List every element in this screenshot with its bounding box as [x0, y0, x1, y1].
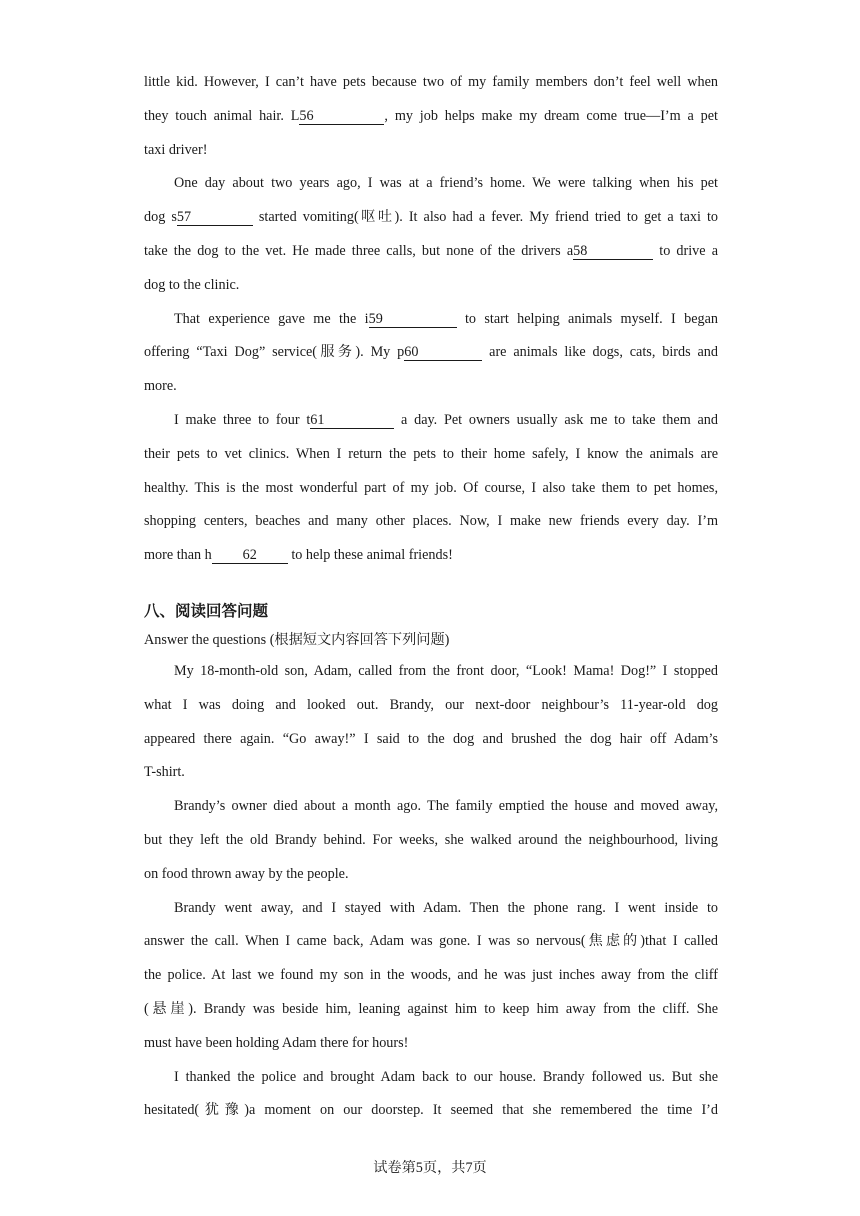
paragraph-line: taxi driver! [144, 141, 208, 158]
section-instruction: Answer the questions (根据短文内容回答下列问题) [144, 631, 450, 648]
paragraph-line: healthy. This is the most wonderful part of my job. Of course, I also take them to pet homes, [144, 479, 718, 496]
paragraph-line: Brandy’s owner died about a month ago. The family emptied the house and moved away, [174, 798, 718, 815]
blank-57[interactable]: 57 [177, 210, 253, 226]
blank-61[interactable]: 61 [310, 413, 394, 429]
page-footer: 试卷第5页，共7页 [373, 1160, 487, 1176]
blank-60[interactable]: 60 [404, 345, 482, 361]
paragraph-line: their pets to vet clinics. When I return the pets to their home safely, I know the animals are [144, 445, 718, 462]
paragraph-line: dog s57 started vomiting(呕吐). It also had a fever. My friend tried to get a taxi to [144, 209, 718, 226]
paragraph-line: I thanked the police and brought Adam back to our house. Brandy followed us. But she [174, 1068, 718, 1085]
paragraph-line: they touch animal hair. L56 , my job helps make my dream come true—I’m a pet [144, 107, 718, 124]
paragraph-line: One day about two years ago, I was at a friend’s home. We were talking when his pet [174, 175, 718, 192]
paragraph-line: I make three to four t61 a day. Pet owners usually ask me to take them and [174, 411, 718, 428]
blank-58[interactable]: 58 [573, 244, 653, 260]
paragraph-line: My 18-month-old son, Adam, called from the front door, “Look! Mama! Dog!” I stopped [174, 662, 718, 679]
paragraph-line: offering “Taxi Dog” service(服务). My p60 are animals like dogs, cats, birds and [144, 344, 718, 361]
paragraph-line: little kid. However, I can’t have pets because two of my family members don’t feel well when [144, 74, 718, 90]
paragraph-line: dog to the clinic. [144, 276, 240, 293]
paragraph-line: appeared there again. “Go away!” I said to the dog and brushed the dog hair off Adam’s [144, 730, 718, 747]
blank-56[interactable]: 56 [299, 109, 384, 125]
paragraph-line: the police. At last we found my son in the woods, and he was just inches away from the cliff [144, 967, 718, 984]
blank-62[interactable]: 62 [212, 548, 288, 564]
paragraph-line: what I was doing and looked out. Brandy, our next-door neighbour’s 11-year-old dog [144, 696, 718, 713]
paragraph-line: must have been holding Adam there for hours! [144, 1034, 409, 1051]
paragraph-line: answer the call. When I came back, Adam was gone. I was so nervous(焦虑的)that I called [144, 933, 718, 950]
paragraph-line: T-shirt. [144, 764, 185, 781]
section-spacer [144, 573, 718, 596]
section-heading: 八、阅读回答问题 [144, 601, 269, 620]
paragraph-line: shopping centers, beaches and many other places. Now, I make new friends every day. I’m [144, 513, 718, 530]
paragraph-line: (悬崖). Brandy was beside him, leaning against him to keep him away from the cliff. She [144, 1000, 718, 1017]
paragraph-line: take the dog to the vet. He made three calls, but none of the drivers a58 to drive a [144, 242, 718, 259]
paragraph-line: more than h 62 to help these animal friends! [144, 547, 453, 564]
passage-pet-taxi [144, 66, 718, 573]
paragraph-line: Brandy went away, and I stayed with Adam. Then the phone rang. I went inside to [174, 899, 718, 916]
paragraph-line: That experience gave me the i59 to start helping animals myself. I began [174, 310, 719, 327]
exam-page-content [144, 66, 718, 1128]
paragraph-line: more. [144, 378, 177, 395]
paragraph-line: on food thrown away by the people. [144, 865, 349, 882]
blank-59[interactable]: 59 [369, 312, 457, 328]
passage-brandy [144, 655, 718, 1128]
paragraph-line: but they left the old Brandy behind. For weeks, she walked around the neighbourhood, living [144, 831, 718, 848]
paragraph-line: hesitated(犹豫)a moment on our doorstep. It seemed that she remembered the time I’d [144, 1102, 718, 1119]
